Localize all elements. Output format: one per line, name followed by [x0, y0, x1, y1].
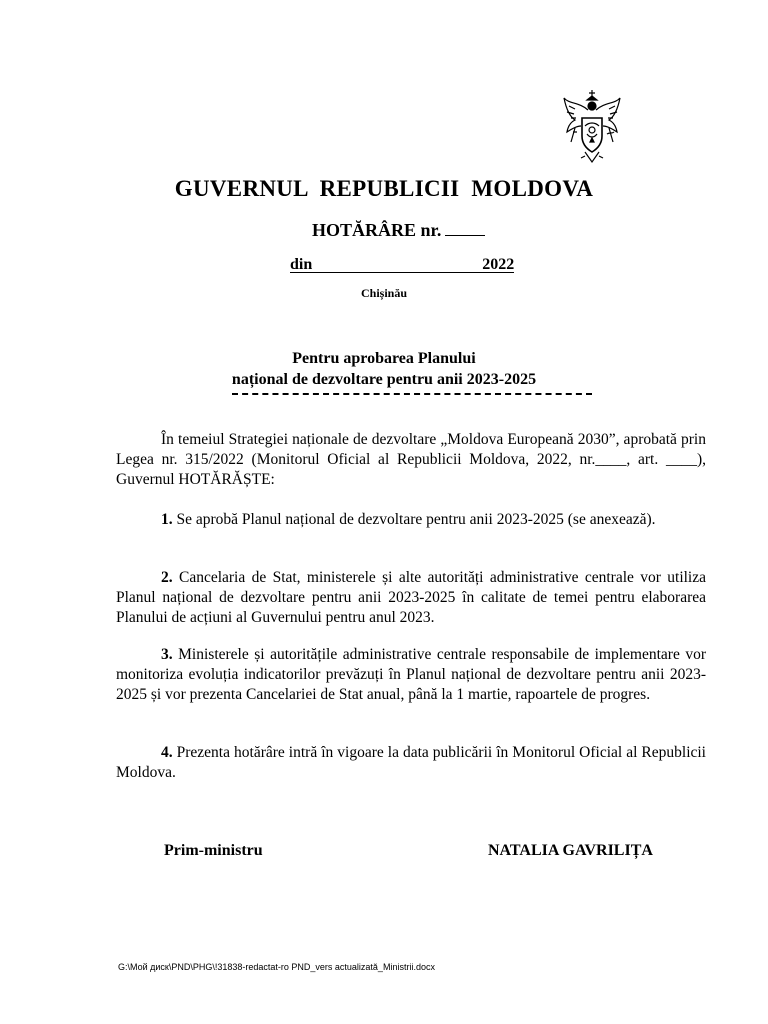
coat-of-arms-icon — [561, 88, 623, 170]
government-title: GUVERNUL REPUBLICII MOLDOVA — [174, 176, 594, 201]
article-text: Cancelaria de Stat, ministerele și alte autorități administrative centrale vor utiliza Planul național de dezvoltare pentru anii 2023-2025 în calitate de temei pentru elaborarea Planului de acțiuni al Guvernului pentru anul 2023. — [116, 569, 706, 626]
article-text: Prezenta hotărâre intră în vigoare la data publicării în Monitorul Oficial al Republicii Moldova. — [116, 744, 706, 781]
date-underline — [290, 272, 514, 273]
dashed-divider — [232, 393, 592, 397]
date-prefix: din — [290, 256, 313, 273]
article-number: 4. — [161, 744, 173, 761]
subject-line-1: Pentru aprobarea Planului — [292, 350, 476, 367]
decision-label: HOTĂRÂRE nr. — [312, 220, 442, 240]
footer-file-path: G:\Мой диск\PND\PHG\!31838-redactat-ro PND_vers actualizată_Ministrii.docx — [118, 962, 435, 972]
city: Chișinău — [360, 286, 408, 300]
signatory-name: NATALIA GAVRILIȚA — [488, 842, 653, 859]
article-text: Se aprobă Planul național de dezvoltare pentru anii 2023-2025 (se anexează). — [176, 511, 656, 528]
subject-line-2: național de dezvoltare pentru anii 2023-2025 — [231, 371, 537, 388]
article-4 — [116, 743, 706, 783]
date-line — [290, 256, 514, 274]
intro-text: În temeiul Strategiei naționale de dezvoltare „Moldova Europeană 2030”, aprobată prin Legea nr. 315/2022 (Monitorul Oficial al Republicii Moldova, 2022, nr.____, art. ____), Guvernul HOTĂRĂȘTE: — [116, 431, 706, 488]
intro-paragraph — [116, 430, 706, 490]
decision-number-blank — [445, 220, 485, 236]
article-2 — [116, 568, 706, 628]
article-3 — [116, 645, 706, 705]
article-text: Ministerele și autoritățile administrative centrale responsabile de implementare vor monitoriza evoluția indicatorilor prevăzuți în Planul național de dezvoltare pentru anii 2023-2025 și vor prezenta Cancelariei de Stat anual, până la 1 martie, rapoartele de progres. — [116, 646, 706, 703]
article-number: 2. — [161, 569, 173, 586]
article-1 — [116, 510, 706, 530]
signatory-role: Prim-ministru — [164, 842, 263, 859]
article-number: 1. — [161, 511, 173, 528]
decision-number-line — [312, 220, 485, 241]
date-year: 2022 — [482, 256, 515, 273]
article-number: 3. — [161, 646, 173, 663]
